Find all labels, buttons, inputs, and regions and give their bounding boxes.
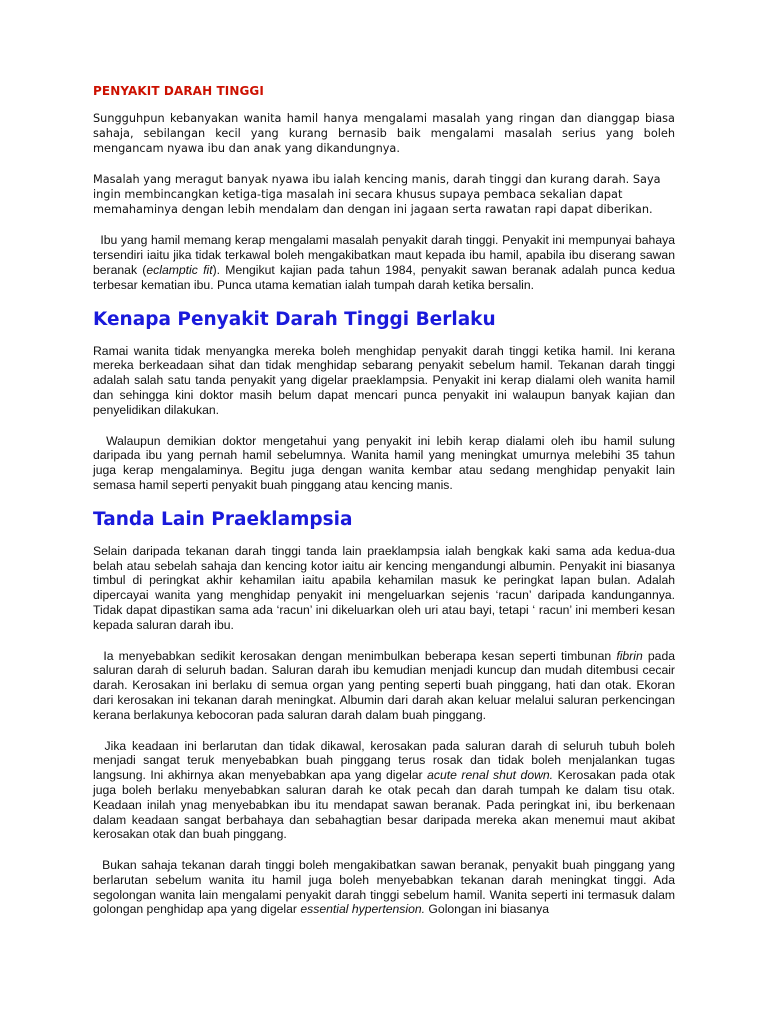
section-heading-causes: Kenapa Penyakit Darah Tinggi Berlaku <box>93 308 496 330</box>
causes-paragraph-2 <box>93 434 675 493</box>
signs-paragraph-3 <box>93 739 675 843</box>
text-run: ). Mengikut kajian pada tahun 1984, penyakit sawan beranak adalah punca kedua terbesar kematian ibu. Punca utama kematian ialah tumpah darah ketika bersalin. <box>93 262 675 292</box>
intro-paragraph-2: Masalah yang meragut banyak nyawa ibu ialah kencing manis, darah tinggi dan kurang darah. Saya ingin membincangkan ketiga-tiga masalah ini secara khusus supaya pembaca sekalian dapat memahaminya dengan lebih mendalam dan dengan ini jagaan serta rawatan rapi dapat diberikan. <box>93 173 661 217</box>
signs-paragraph-1: Selain daripada tekanan darah tinggi tanda lain praeklampsia ialah bengkak kaki sama ada kedua-dua belah atau sebelah sahaja dan kencing kotor iaitu air kencing mengandungi albumin. Penyakit ini biasanya timbul di peringkat akhir kehamilan iaitu apabila kehamilan masuk ke peringkat lapan bulan. Adalah dipercayai wanita yang menghidap penyakit ini mengeluarkan sejenis ‘racun’ daripada kandungannya. Tidak dapat dipastikan sama ada ‘racun’ ini dikeluarkan oleh uri atau bayi, tetapi ‘ racun’ ini memberi kesan kepada saluran darah ibu. <box>93 543 675 632</box>
signs-paragraph-2 <box>93 649 675 723</box>
text-run: Kerosakan pada otak juga boleh berlaku menyebabkan saluran darah ke otak pecah dan darah tumpah ke dalam tisu otak. Keadaan inilah ynag menyebabkan ibu itu mendapat sawan beranak. Pada peringkat ini, ibu berkenaan dalam keadaan sangat berbahaya dan sebahagtian besar daripada mereka akan menemui maut akibat kerosakan otak dan buah pinggang. <box>93 768 675 842</box>
text-run: Golongan ini biasanya <box>425 902 550 917</box>
document-page <box>93 84 675 933</box>
intro-paragraph-3 <box>93 233 675 292</box>
intro-paragraph-1: Sungguhpun kebanyakan wanita hamil hanya mengalami masalah yang ringan dan dianggap biasa sahaja, sebilangan kecil yang kurang bernasib baik mengalami masalah serius yang boleh mengancam nyawa ibu dan anak yang dikandungnya. <box>93 112 675 155</box>
emphasis-text: fibrin <box>616 648 643 663</box>
emphasis-text: acute renal shut down. <box>427 768 554 783</box>
section-heading-signs: Tanda Lain Praeklampsia <box>93 508 353 530</box>
emphasis-text: essential hypertension. <box>300 902 426 917</box>
text-run: Ia menyebabkan sedikit kerosakan dengan menimbulkan beberapa kesan seperti timbunan <box>103 648 617 663</box>
signs-paragraph-4 <box>93 858 675 917</box>
document-title: PENYAKIT DARAH TINGGI <box>93 84 264 98</box>
text-run: Bukan sahaja tekanan darah tinggi boleh mengakibatkan sawan beranak, penyakit buah pinggang yang berlarutan sebelum wanita itu hamil juga boleh menyebabkan tekanan darah meningkat tinggi. Ada segolongan wanita lain mengalami penyakit darah tinggi sebelum hamil. Wanita seperti ini termasuk dalam golongan penghidap apa yang digelar <box>93 858 675 917</box>
text-run: Jika keadaan ini berlarutan dan tidak dikawal, kerosakan pada saluran darah di seluruh tubuh boleh menjadi sangat teruk menyebabkan buah pinggang terus rosak dan tidak boleh menjalankan tugas langsung. Ini akhirnya akan menyebabkan apa yang digelar <box>93 738 675 783</box>
text-run: pada saluran darah di seluruh badan. Saluran darah ibu kemudian menjadi kuncup dan mudah ditembusi cecair darah. Kerosakan ini berlaku di semua organ yang penting seperti buah pinggang, hati dan otak. Ekoran dari kerosakan ini tekanan darah meningkat. Albumin dari darah akan keluar melalui saluran perkencingan kerana berlakunya kebocoran pada saluran darah dalam buah pinggang. <box>93 648 676 722</box>
text-run: Walaupun demikian doktor mengetahui yang penyakit ini lebih kerap dialami oleh ibu hamil sulung daripada ibu yang pernah hamil sebelumnya. Wanita hamil yang meningkat umurnya melebihi 35 tahun juga kerap mengalaminya. Begitu juga dengan wanita kembar atau sedang menghidap penyakit lain semasa hamil seperti penyakit buah pinggang atau kencing manis. <box>93 433 675 492</box>
emphasis-text: eclamptic fit <box>146 262 213 277</box>
text-run: Ibu yang hamil memang kerap mengalami masalah penyakit darah tinggi. Penyakit ini mempunyai bahaya tersendiri iaitu jika tidak terkawal boleh mengakibatkan maut kepada ibu hamil, apabila ibu diserang sawan beranak ( <box>93 233 675 277</box>
causes-paragraph-1: Ramai wanita tidak menyangka mereka boleh menghidap penyakit darah tinggi ketika hamil. Ini kerana mereka berkeadaan sihat dan tidak menghidap sebarang penyakit sebelum hamil. Tekanan darah tinggi adalah salah satu tanda penyakit yang digelar praeklampsia. Penyakit ini kerap dialami oleh wanita hamil dan sehingga kini doktor masih belum dapat mencari punca penyakit ini walaupun banyak kajian dan penyelidikan dilakukan. <box>93 343 675 417</box>
